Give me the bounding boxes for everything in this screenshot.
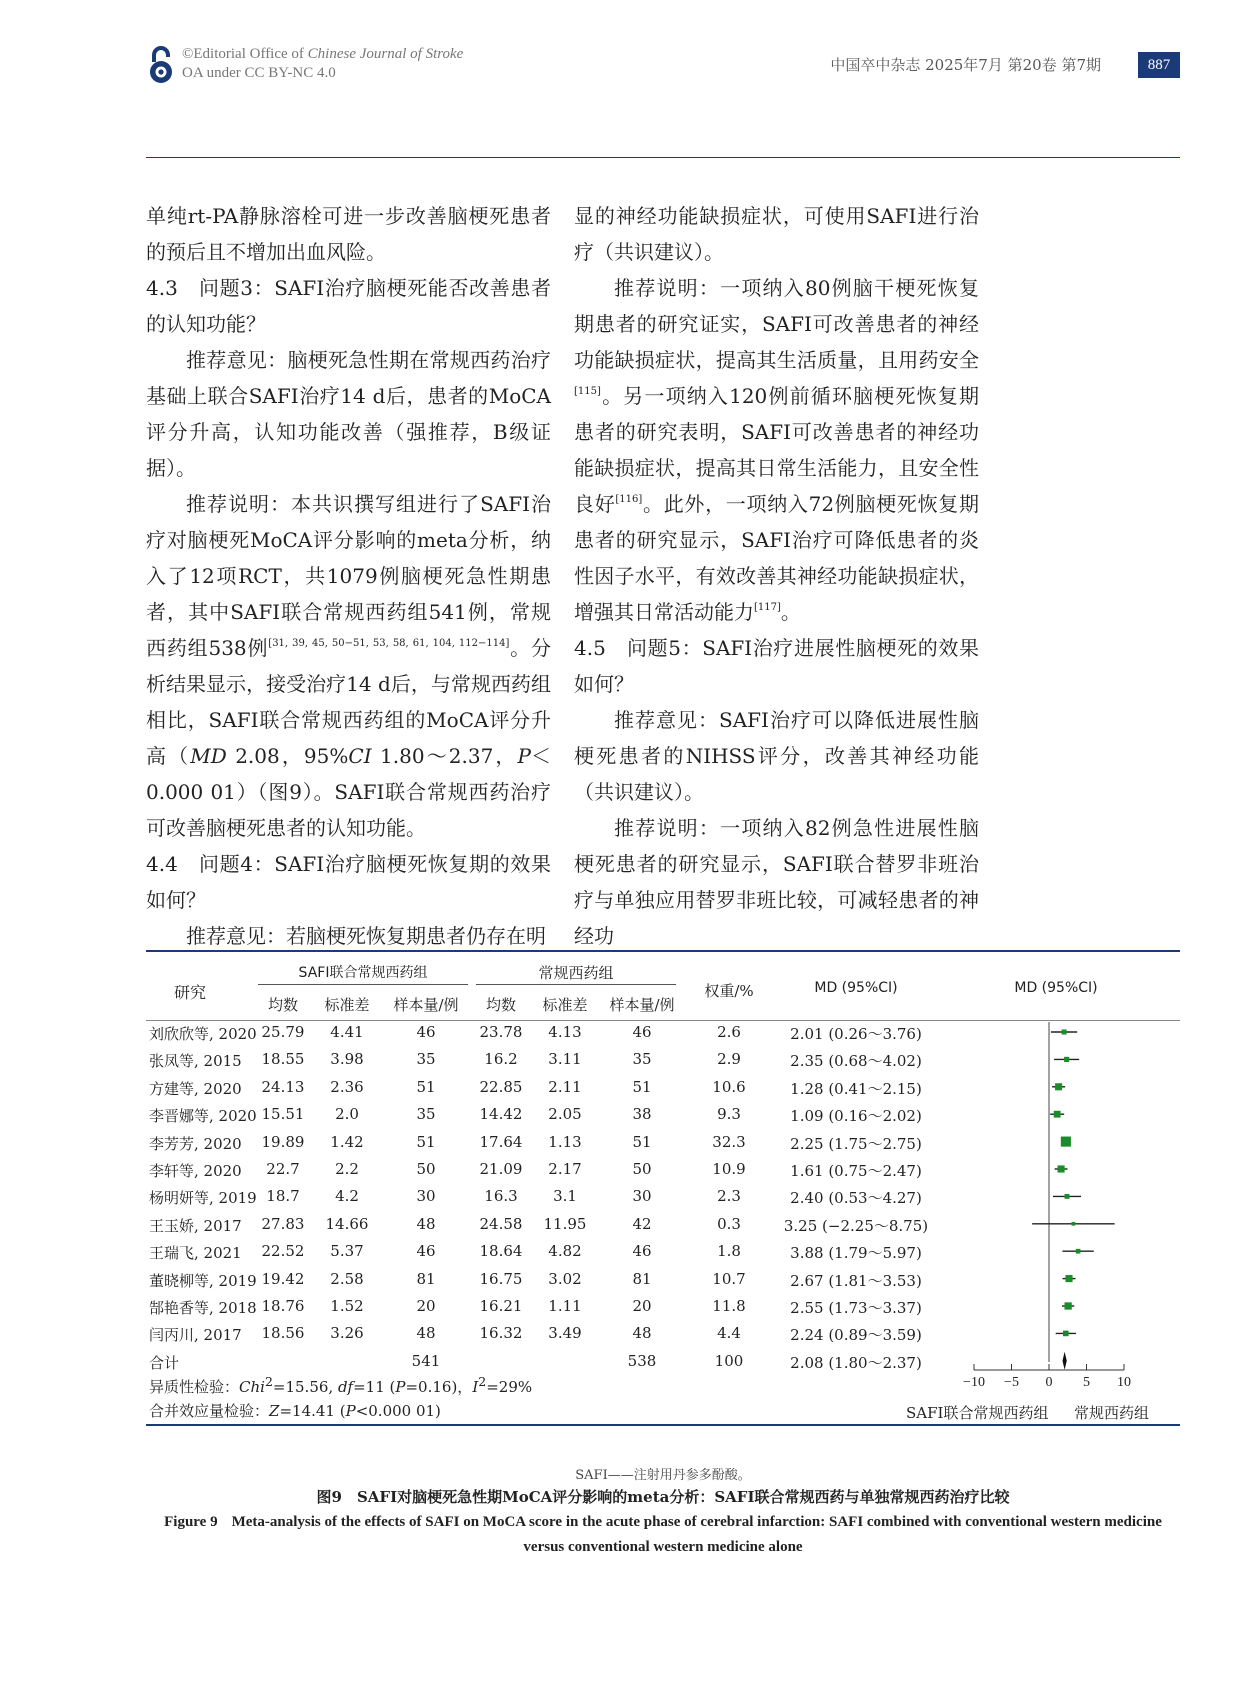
table-row-m2: 22.85 [479,1077,523,1096]
table-row-study: 王瑞飞, 2021 [149,1244,242,1263]
table-row-ci: 1.09 (0.16～2.02) [790,1107,922,1126]
table-row-study: 董晓柳等, 2019 [149,1271,257,1290]
table-row-n1: 30 [416,1187,436,1206]
table-row-n2: 51 [632,1077,652,1096]
effect-marker [1058,1165,1065,1172]
total-row-n1: 541 [411,1351,441,1370]
table-row-m2: 16.2 [484,1050,518,1069]
table-row-m1: 18.76 [261,1297,305,1315]
table-row-sd2: 3.11 [548,1050,582,1069]
table-row-n2: 38 [632,1105,652,1124]
table-row-ci: 2.55 (1.73～3.37) [790,1299,922,1317]
effect-marker [1065,1194,1070,1199]
table-row-n2: 46 [632,1242,652,1261]
effect-marker [1061,1137,1071,1147]
total-row-study: 合计 [149,1353,180,1372]
table-row-n2: 51 [632,1132,652,1151]
header-plot-md-ci: MD (95%CI) [1014,980,1098,996]
table-row-study: 李轩等, 2020 [149,1162,242,1180]
table-row-m1: 22.7 [266,1160,300,1178]
table-row-sd1: 2.2 [335,1160,359,1178]
table-row-n1: 35 [416,1050,436,1069]
table-row-w: 10.9 [712,1160,746,1178]
effect-marker [1055,1083,1062,1090]
paragraph: 4.3 问题3：SAFI治疗脑梗死能否改善患者的认知功能？ [146,276,551,336]
table-row-sd1: 5.37 [330,1242,364,1261]
table-row-m1: 18.55 [261,1050,305,1069]
table-row-sd1: 2.36 [330,1077,364,1096]
table-row-m2: 14.42 [479,1105,523,1124]
effect-marker [1062,1029,1067,1034]
total-row-w: 100 [714,1351,744,1370]
table-row-w: 2.9 [717,1050,741,1069]
table-row-m2: 16.75 [479,1269,523,1288]
table-row-sd1: 3.98 [330,1050,364,1069]
table-row-m1: 25.79 [261,1023,305,1041]
paragraph: 推荐说明：本共识撰写组进行了SAFI治疗对脑梗死MoCA评分影响的meta分析，纳入了12项RCT，共1079例脑梗死急性期患者，其中SAFI联合常规西药组541例，常规西药组538例[31, 39, 45, 50−51, 53, 58, 61, 104, 112−114]。分析结果显示，接受治疗14 d后，与常规西药组相比，SAFI联合常规西药组的MoCA评分升高（MD 2.08，95%CI 1.80～2.37，P＜0.000 01）（图9）。SAFI联合常规西药治疗可改善脑梗死患者的认知功能。 [146,492,552,840]
paragraph: 推荐意见：若脑梗死恢复期患者仍存在明 [186,924,546,948]
table-row-m2: 17.64 [479,1132,523,1151]
table-row-n2: 20 [632,1297,652,1315]
table-row-sd2: 4.82 [548,1242,582,1261]
table-row-w: 2.6 [717,1023,741,1041]
table-row-ci: 2.01 (0.26～3.76) [790,1025,922,1043]
journal-name: Chinese Journal of Stroke [307,46,464,62]
table-row-sd1: 1.52 [330,1297,364,1315]
table-row-sd1: 1.42 [330,1132,364,1151]
table-row-study: 刘欣欣等, 2020 [149,1025,257,1043]
table-row-m2: 16.3 [484,1187,518,1206]
table-row-w: 32.3 [712,1132,746,1151]
open-access-lock-icon [146,45,176,85]
table-row-study: 杨明妍等, 2019 [149,1189,257,1208]
table-row-sd2: 2.05 [548,1105,582,1124]
table-row-ci: 2.67 (1.81～3.53) [790,1271,922,1290]
header-mean-conv: 均数 [485,996,516,1014]
table-row-ci: 2.35 (0.68～4.02) [790,1052,922,1071]
table-row-m2: 16.32 [479,1324,523,1343]
table-row-n2: 46 [632,1023,652,1041]
table-row-sd2: 4.13 [548,1023,582,1041]
table-row-n1: 46 [416,1023,436,1041]
table-row-n1: 81 [416,1269,436,1288]
effect-marker [1054,1111,1061,1118]
table-row-w: 9.3 [717,1105,741,1124]
table-row-sd2: 2.11 [548,1077,582,1096]
paragraph: 推荐说明：一项纳入82例急性进展性脑梗死患者的研究显示，SAFI联合替罗非班治疗与单独应用替罗非班比较，可减轻患者的神经功 [574,816,979,948]
table-row-n1: 50 [416,1160,436,1178]
effect-marker [1063,1331,1069,1337]
table-row-study: 方建等, 2020 [149,1079,242,1098]
table-row-m1: 18.7 [266,1187,300,1206]
copyright-prefix: ©Editorial Office of [182,46,308,62]
x-tick-label: 5 [1083,1375,1090,1390]
table-row-study: 王玉娇, 2017 [149,1216,242,1235]
table-row-n1: 48 [416,1324,436,1343]
header-copyright-block [146,43,566,87]
table-row-n2: 81 [632,1269,652,1288]
table-row-sd2: 1.11 [548,1297,582,1315]
table-row-sd2: 11.95 [543,1214,587,1233]
table-row-n1: 20 [416,1297,436,1315]
page-number: 887 [1138,52,1180,78]
table-row-m1: 18.56 [261,1324,305,1343]
copyright-text [182,45,463,83]
effect-marker [1065,1275,1072,1282]
effect-marker [1064,1302,1071,1309]
table-row-m1: 15.51 [261,1105,305,1124]
forest-plot-figure [146,950,1180,1460]
figure-caption-en-label: Figure 9 [164,1514,218,1530]
x-tick-label: −10 [963,1375,985,1390]
table-row-m2: 16.21 [479,1297,523,1315]
license-text: OA under CC BY-NC 4.0 [182,65,336,81]
table-row-w: 1.8 [717,1242,741,1261]
table-row-ci: 1.61 (0.75～2.47) [790,1162,922,1180]
effect-marker [1076,1249,1081,1254]
left-text-column [146,198,551,954]
table-row-ci: 2.25 (1.75～2.75) [790,1134,922,1153]
heterogeneity-test: 异质性检验：Chi$^2$=15.56, df=11 (P=0.16)，$I^2=29\%$ [149,1374,533,1396]
paragraph: 4.5 问题5：SAFI治疗进展性脑梗死的效果如何？ [574,636,979,696]
table-row-ci: 2.24 (0.89～3.59) [790,1326,922,1345]
right-text-column [574,198,979,954]
table-row-n2: 42 [632,1214,652,1233]
paragraph: 4.4 问题4：SAFI治疗脑梗死恢复期的效果如何？ [146,852,551,912]
paragraph: 推荐意见：脑梗死急性期在常规西药治疗基础上联合SAFI治疗14 d后，患者的MoCA评分升高，认知功能改善（强推荐，B级证据）。 [146,348,551,480]
figure-caption-en [146,1510,1180,1560]
table-row-ci: 2.40 (0.53～4.27) [790,1189,922,1208]
table-row-w: 2.3 [717,1187,741,1206]
table-row-w: 11.8 [712,1297,746,1315]
table-row-sd2: 3.49 [548,1324,582,1343]
paragraph: 推荐说明：一项纳入80例脑干梗死恢复期患者的研究证实，SAFI可改善患者的神经功能缺损症状，提高其生活质量，且用药安全[115]。另一项纳入120例前循环脑梗死恢复期患者的研究表明，SAFI可改善患者的神经功能缺损症状，提高其日常生活能力，且安全性良好[116]。此外，一项纳入72例脑梗死恢复期患者的研究显示，SAFI治疗可降低患者的炎性因子水平，有效改善其神经功能缺损症状，增强其日常活动能力[117]。 [574,276,979,624]
paragraph: 单纯rt-PA静脉溶栓可进一步改善脑梗死患者的预后且不增加出血风险。 [146,204,551,264]
table-row-study: 郜艳香等, 2018 [149,1299,257,1317]
table-row-w: 4.4 [717,1324,741,1343]
paragraph: 显的神经功能缺损症状，可使用SAFI进行治疗（共识建议）。 [574,204,979,264]
table-row-study: 闫丙川, 2017 [149,1326,242,1345]
effect-marker [1064,1057,1069,1062]
table-row-w: 10.7 [712,1269,746,1288]
x-tick-label: 10 [1117,1375,1131,1390]
x-tick-label: −5 [1004,1375,1019,1390]
x-tick-label: 0 [1045,1375,1053,1390]
table-row-sd2: 2.17 [548,1160,582,1178]
header-group-safi: SAFI联合常规西药组 [298,965,428,981]
forest-plot-svg [146,950,1180,1430]
overall-effect-test: 合并效应量检验：Z=14.41 (P<0.000 01) [149,1402,441,1420]
table-row-n1: 35 [416,1105,436,1124]
header-mean-safi: 均数 [267,996,298,1014]
table-row-n1: 46 [416,1242,436,1261]
table-row-sd1: 4.2 [335,1187,359,1206]
paragraph: 推荐意见：SAFI治疗可以降低进展性脑梗死患者的NIHSS评分，改善其神经功能（共识建议）。 [574,708,979,804]
table-row-sd1: 4.41 [330,1023,364,1041]
table-row-n2: 48 [632,1324,652,1343]
table-row-ci: 3.88 (1.79～5.97) [790,1244,922,1263]
axis-label-right: 常规西药组 [1074,1404,1150,1422]
table-row-study: 李芳芳, 2020 [149,1134,242,1153]
pooled-diamond [1063,1352,1067,1370]
header-study: 研究 [174,983,207,1002]
table-row-ci: 3.25 (−2.25～8.75) [783,1216,929,1235]
table-row-n2: 35 [632,1050,652,1069]
total-row-n2: 538 [627,1351,657,1370]
table-row-m1: 24.13 [261,1077,305,1096]
table-row-w: 10.6 [712,1077,746,1096]
header-sd-safi: 标准差 [324,996,370,1014]
table-row-w: 0.3 [717,1214,741,1233]
table-row-n2: 50 [632,1160,652,1178]
journal-issue: 中国卒中杂志 2025年7月 第20卷 第7期 [830,56,1101,74]
effect-marker [1072,1222,1076,1226]
header-weight: 权重/% [704,982,754,1000]
table-row-study: 李晋娜等, 2020 [149,1107,257,1126]
table-row-m1: 19.42 [261,1269,305,1288]
table-row-sd1: 2.0 [335,1105,359,1124]
table-row-m1: 22.52 [261,1242,305,1261]
table-row-sd2: 3.02 [548,1269,582,1288]
table-row-m2: 21.09 [479,1160,523,1178]
table-row-study: 张凤等, 2015 [149,1052,242,1071]
table-row-m1: 27.83 [261,1214,305,1233]
header-md-ci: MD (95%CI) [814,980,898,996]
axis-label-left: SAFI联合常规西药组 [906,1404,1049,1422]
table-row-sd1: 14.66 [325,1214,369,1233]
table-row-sd1: 3.26 [330,1324,364,1343]
header-n-safi: 样本量/例 [393,996,459,1014]
header-sd-conv: 标准差 [542,996,588,1014]
table-row-m1: 19.89 [261,1132,305,1151]
table-row-sd1: 2.58 [330,1269,364,1288]
figure-caption-cn: 图9 SAFI对脑梗死急性期MoCA评分影响的meta分析：SAFI联合常规西药与单独常规西药治疗比较 [316,1488,1010,1506]
figure-caption-en-text: Meta-analysis of the effects of SAFI on MoCA score in the acute phase of cerebral infarction: SAFI combined with conventional western medicine versus conventional western medicine alone [231,1514,1162,1555]
table-row-n1: 51 [416,1077,436,1096]
table-row-m2: 24.58 [479,1214,523,1233]
table-row-m2: 18.64 [479,1242,523,1261]
table-bottom-rule [146,1424,1180,1426]
table-row-sd2: 1.13 [548,1132,582,1151]
table-row-n1: 51 [416,1132,436,1151]
header-divider [146,157,1180,158]
table-row-n2: 30 [632,1187,652,1206]
header-n-conv: 样本量/例 [609,996,675,1014]
table-row-m2: 23.78 [479,1023,523,1041]
table-row-ci: 1.28 (0.41～2.15) [790,1079,922,1098]
table-row-n1: 48 [416,1214,436,1233]
total-row-ci: 2.08 (1.80～2.37) [790,1353,922,1372]
table-row-sd2: 3.1 [553,1187,577,1206]
abbreviation-note: SAFI——注射用丹参多酚酸。 [575,1468,751,1483]
header-group-conv: 常规西药组 [538,964,614,982]
